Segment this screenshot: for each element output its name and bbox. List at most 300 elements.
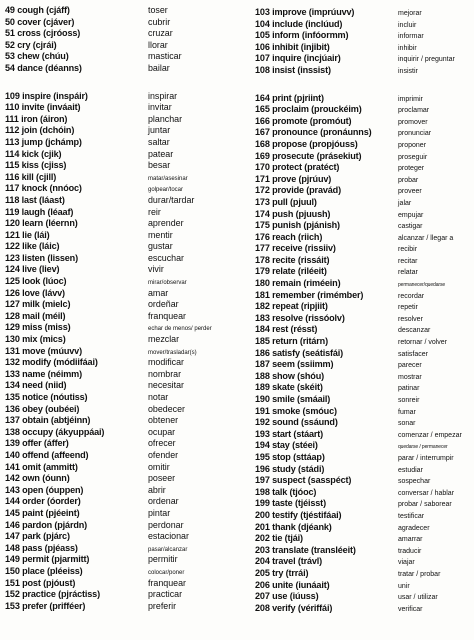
spanish-translation: quedarse / permanecer (398, 444, 448, 451)
spanish-translation: pintar (148, 507, 171, 518)
verb-row (255, 266, 473, 278)
english-verb: 194 stay (stéei) (255, 440, 318, 451)
spanish-translation: inspirar (148, 90, 178, 101)
verb-row (255, 104, 473, 116)
spanish-translation: informar (398, 33, 424, 41)
english-verb: 121 lie (lái) (5, 229, 50, 240)
spanish-translation: viajar (398, 559, 415, 567)
english-verb: 196 study (stádi) (255, 463, 325, 474)
spanish-translation: unir (398, 582, 410, 590)
english-verb: 181 remember (rimémber) (255, 289, 364, 300)
spanish-translation: promover (398, 118, 428, 126)
english-verb: 136 obey (oubéei) (5, 403, 80, 414)
spanish-translation: fumar (398, 408, 416, 416)
verb-row (255, 116, 473, 128)
spanish-translation: preferir (148, 600, 177, 611)
english-verb: 142 own (óunn) (5, 473, 70, 484)
verb-row (255, 498, 473, 510)
english-verb: 125 look (lúoc) (5, 276, 67, 287)
english-verb: 174 push (pjuush) (255, 208, 331, 219)
section-gap (255, 77, 473, 93)
spanish-translation: alcanzar / llegar a (398, 234, 454, 242)
verb-row (255, 591, 473, 603)
english-verb: 113 jump (jchámp) (5, 136, 82, 147)
spanish-translation: cubrir (148, 16, 171, 27)
verb-row (5, 276, 237, 288)
verb-row (5, 357, 237, 369)
spanish-translation: echar de menos/ perder (148, 326, 212, 333)
verb-row (255, 7, 473, 19)
english-verb: 54 dance (déanns) (5, 62, 82, 73)
spanish-translation: castigar (398, 223, 423, 231)
verb-row (255, 359, 473, 371)
english-verb: 116 kill (cjill) (5, 171, 57, 182)
english-verb: 104 include (inclúud) (255, 18, 343, 29)
verb-row (5, 404, 237, 416)
english-verb: 175 punish (pjánish) (255, 220, 340, 231)
verb-row (255, 394, 473, 406)
english-verb: 200 testify (tjéstifáai) (255, 509, 342, 520)
english-verb: 145 paint (pjéeint) (5, 507, 80, 518)
spanish-translation: empujar (398, 211, 424, 219)
spanish-translation: escuchar (148, 252, 185, 263)
spanish-translation: proseguir (398, 153, 428, 161)
spanish-translation: perdonar (148, 519, 184, 530)
verb-row (5, 496, 237, 508)
verb-row (255, 243, 473, 255)
english-verb: 107 inquire (incjúair) (255, 53, 341, 64)
english-verb: 112 join (dchóin) (5, 125, 75, 136)
english-verb: 202 tie (tjái) (255, 533, 303, 544)
spanish-translation: ocupar (148, 426, 176, 437)
verb-row (5, 207, 237, 219)
english-verb: 108 insist (inssist) (255, 64, 331, 75)
english-verb: 201 thank (djéank) (255, 521, 332, 532)
verb-row (5, 102, 237, 114)
english-verb: 191 smoke (smóuc) (255, 405, 337, 416)
english-verb: 164 print (pjriint) (255, 92, 324, 103)
spanish-translation: resolver (398, 315, 423, 323)
spanish-translation: agradecer (398, 524, 430, 532)
verb-row (5, 311, 237, 323)
english-verb: 49 cough (cjáff) (5, 5, 70, 15)
spanish-translation: verificar (398, 605, 423, 613)
verb-row (255, 19, 473, 31)
english-verb: 52 cry (cjrái) (5, 39, 57, 50)
english-verb: 126 love (lávv) (5, 287, 65, 298)
spanish-translation: traducir (398, 547, 422, 555)
verb-row (255, 522, 473, 534)
english-verb: 166 promote (promóut) (255, 115, 352, 126)
verb-row (5, 299, 237, 311)
spanish-translation: satisfacer (398, 350, 428, 358)
spanish-translation: gustar (148, 241, 173, 252)
english-verb: 195 stop (sttáap) (255, 451, 325, 462)
verb-row (5, 40, 237, 52)
verb-row (255, 42, 473, 54)
verb-column-left (5, 5, 237, 612)
spanish-translation: sonreir (398, 397, 420, 404)
spanish-translation: recitar (398, 257, 418, 265)
verb-row (255, 151, 473, 163)
spanish-translation: franquear (148, 577, 186, 588)
spanish-translation: invitar (148, 102, 172, 113)
spanish-translation: inhibir (398, 44, 417, 52)
verb-row (5, 91, 237, 103)
english-verb: 169 prosecute (prásekiut) (255, 150, 362, 161)
spanish-translation: necesitar (148, 380, 185, 391)
verb-row (255, 580, 473, 592)
verb-row (5, 415, 237, 427)
spanish-translation: recordar (398, 292, 425, 300)
english-verb: 130 mix (mics) (5, 334, 66, 345)
english-verb: 111 iron (áiron) (5, 113, 68, 124)
verb-row (255, 53, 473, 65)
english-verb: 115 kiss (cjiss) (5, 160, 67, 171)
verb-row (5, 230, 237, 242)
verb-row (5, 438, 237, 450)
verb-row (255, 336, 473, 348)
verb-row (255, 568, 473, 580)
verb-row (5, 264, 237, 276)
section-gap (5, 75, 237, 91)
verb-row (255, 406, 473, 418)
spanish-translation: patear (148, 148, 174, 159)
verb-row (5, 288, 237, 300)
english-verb: 139 offer (áffer) (5, 438, 69, 449)
verb-row (5, 531, 237, 543)
english-verb: 167 pronounce (pronáunns) (255, 127, 372, 138)
spanish-translation: proveer (398, 188, 422, 196)
spanish-translation: estudiar (398, 466, 423, 474)
spanish-translation: aprender (148, 218, 184, 229)
verb-column-right (255, 7, 473, 614)
verb-row (255, 487, 473, 499)
english-verb: 153 prefer (prifféer) (5, 600, 86, 611)
english-verb: 149 permit (pjarmitt) (5, 554, 90, 565)
verb-row (5, 566, 237, 578)
verb-row (5, 520, 237, 532)
english-verb: 208 verify (vériffái) (255, 602, 333, 613)
verb-row (5, 369, 237, 381)
verb-row (255, 174, 473, 186)
verb-row (255, 429, 473, 441)
spanish-translation: juntar (148, 125, 171, 136)
verb-row (5, 183, 237, 195)
verb-row (5, 508, 237, 520)
english-verb: 184 rest (résst) (255, 324, 318, 335)
spanish-translation: omitir (148, 461, 170, 472)
spanish-translation: insistir (398, 67, 418, 75)
english-verb: 190 smile (smáail) (255, 394, 331, 404)
spanish-translation: besar (148, 160, 171, 171)
english-verb: 133 name (néimm) (5, 368, 82, 379)
spanish-translation: jalar (398, 199, 412, 207)
english-verb: 144 order (óorder) (5, 496, 81, 507)
spanish-translation: mostrar (398, 373, 422, 381)
spanish-translation: recibir (398, 246, 418, 254)
spanish-translation: poseer (148, 473, 176, 484)
english-verb: 178 recite (rissáit) (255, 254, 330, 265)
english-verb: 150 place (pléeiss) (5, 565, 83, 576)
english-verb: 205 try (trrái) (255, 567, 309, 578)
spanish-translation: parecer (398, 362, 422, 370)
verb-row (255, 545, 473, 557)
english-verb: 128 mail (méil) (5, 310, 66, 321)
spanish-translation: llorar (148, 39, 168, 50)
verb-row (255, 162, 473, 174)
verb-row (5, 172, 237, 184)
english-verb: 180 remain (riméein) (255, 278, 341, 289)
spanish-translation: mezclar (148, 334, 180, 345)
english-verb: 132 modify (módiifáai) (5, 357, 98, 368)
verb-row (255, 324, 473, 336)
english-verb: 117 knock (nnóoc) (5, 183, 82, 194)
verb-row (5, 578, 237, 590)
spanish-translation: ofender (148, 449, 179, 460)
spanish-translation: bailar (148, 62, 170, 73)
spanish-translation: ordeñar (148, 299, 179, 310)
spanish-translation: cruzar (148, 28, 173, 39)
spanish-translation: toser (148, 5, 168, 15)
english-verb: 171 prove (pjrúuv) (255, 173, 332, 184)
verb-row (255, 510, 473, 522)
english-verb: 141 omit (ammitt) (5, 461, 78, 472)
verb-row (255, 313, 473, 325)
english-verb: 188 show (shóu) (255, 370, 324, 381)
verb-row (5, 427, 237, 439)
spanish-translation: franquear (148, 310, 186, 321)
verb-row (255, 301, 473, 313)
spanish-translation: modificar (148, 357, 185, 368)
verb-row (5, 554, 237, 566)
spanish-translation: probar / saborear (398, 501, 452, 509)
spanish-translation: mirar/observar (148, 280, 187, 287)
english-verb: 105 inform (infóormm) (255, 30, 349, 41)
spanish-translation: reir (148, 206, 161, 217)
english-verb: 106 inhibit (injibit) (255, 41, 330, 52)
verb-row (255, 278, 473, 290)
spanish-translation: sonar (398, 420, 416, 428)
verb-row (5, 462, 237, 474)
english-verb: 138 occupy (ákyuppáai) (5, 426, 105, 437)
spanish-translation: permanecer/quedarse (398, 282, 446, 289)
spanish-translation: incluir (398, 21, 417, 29)
english-verb: 124 live (liev) (5, 264, 60, 275)
verb-row (5, 28, 237, 40)
english-verb: 148 pass (pjéass) (5, 542, 78, 553)
verb-row (5, 253, 237, 265)
verb-row (5, 5, 237, 17)
spanish-translation: matar/asesinar (148, 175, 188, 182)
english-verb: 129 miss (miss) (5, 322, 71, 333)
verb-row (5, 392, 237, 404)
verb-row (255, 475, 473, 487)
verb-row (5, 485, 237, 497)
english-verb: 183 resolve (rissóolv) (255, 312, 345, 323)
spanish-translation: estacionar (148, 531, 189, 542)
verb-row (5, 51, 237, 63)
english-verb: 199 taste (tjéisst) (255, 498, 326, 509)
verb-row (5, 450, 237, 462)
english-verb: 168 propose (propjóuss) (255, 138, 358, 149)
verb-row (255, 371, 473, 383)
english-verb: 187 seem (ssiimm) (255, 359, 334, 370)
english-verb: 197 suspect (sasspéct) (255, 475, 352, 486)
spanish-translation: testificar (398, 512, 425, 520)
english-verb: 182 repeat (ripjiit) (255, 301, 328, 312)
verb-row (255, 185, 473, 197)
english-verb: 192 sound (ssáund) (255, 417, 338, 428)
verb-row (255, 30, 473, 42)
verb-row (255, 197, 473, 209)
verb-row (5, 17, 237, 29)
english-verb: 109 inspire (inspáir) (5, 90, 88, 101)
verb-row (5, 160, 237, 172)
spanish-translation: proponer (398, 141, 427, 149)
verb-row (255, 603, 473, 615)
verb-row (5, 334, 237, 346)
verb-row (5, 137, 237, 149)
english-verb: 185 return (ritárn) (255, 336, 328, 347)
verb-row (5, 125, 237, 137)
spanish-translation: sospechar (398, 478, 431, 486)
spanish-translation: planchar (148, 113, 183, 124)
spanish-translation: pronunciar (398, 130, 432, 138)
spanish-translation: descanzar (398, 327, 431, 335)
verb-row (255, 382, 473, 394)
verb-row (5, 543, 237, 555)
verb-row (255, 556, 473, 568)
spanish-translation: colocar/poner (148, 569, 185, 576)
verb-row (255, 65, 473, 77)
english-verb: 147 park (pjárc) (5, 531, 70, 542)
spanish-translation: amarrar (398, 536, 423, 544)
verb-row (255, 440, 473, 452)
verb-row (255, 464, 473, 476)
english-verb: 186 satisfy (seátisfái) (255, 347, 344, 358)
spanish-translation: parar / interrumpir (398, 454, 454, 462)
english-verb: 152 practice (pjráctiss) (5, 589, 100, 600)
verb-row (255, 139, 473, 151)
verb-row (5, 218, 237, 230)
spanish-translation: patinar (398, 385, 420, 393)
english-verb: 204 travel (trávl) (255, 556, 323, 567)
verb-row (255, 127, 473, 139)
english-verb: 51 cross (cjróoss) (5, 28, 81, 39)
spanish-translation: mejorar (398, 10, 422, 17)
english-verb: 172 provide (pravád) (255, 185, 341, 196)
verb-row (255, 255, 473, 267)
spanish-translation: conversar / hablar (398, 489, 455, 497)
verb-row (5, 241, 237, 253)
verb-row (255, 209, 473, 221)
english-verb: 170 protect (pratéct) (255, 162, 340, 173)
english-verb: 203 translate (transléeit) (255, 544, 356, 555)
spanish-translation: nombrar (148, 368, 182, 379)
verb-row (255, 452, 473, 464)
verb-row (255, 220, 473, 232)
english-verb: 151 post (pjóust) (5, 577, 76, 588)
english-verb: 177 receive (rissiiv) (255, 243, 336, 254)
spanish-translation: mover/trasladar(s) (148, 349, 197, 356)
verb-row (5, 322, 237, 334)
spanish-translation: tratar / probar (398, 570, 441, 578)
spanish-translation: ordenar (148, 496, 179, 507)
verb-row (5, 195, 237, 207)
english-verb: 127 milk (mielc) (5, 299, 71, 310)
spanish-translation: proclamar (398, 107, 430, 115)
english-verb: 50 cover (cjáver) (5, 16, 75, 27)
english-verb: 134 need (niid) (5, 380, 67, 391)
verb-row (5, 346, 237, 358)
english-verb: 103 improve (imprúuvv) (255, 7, 355, 17)
verb-row (255, 93, 473, 105)
spanish-translation: saltar (148, 136, 170, 147)
english-verb: 137 obtain (abtjéinn) (5, 415, 91, 426)
english-verb: 135 notice (nóutiss) (5, 392, 88, 402)
english-verb: 120 learn (léernn) (5, 218, 78, 229)
spanish-translation: retornar / volver (398, 339, 448, 347)
english-verb: 207 use (iúuss) (255, 591, 319, 602)
english-verb: 206 unite (iunáait) (255, 579, 330, 590)
verb-row (5, 589, 237, 601)
english-verb: 123 listen (lissen) (5, 252, 78, 263)
english-verb: 118 last (láast) (5, 194, 65, 205)
verb-row (255, 348, 473, 360)
spanish-translation: probar (398, 176, 419, 184)
english-verb: 165 proclaim (prouckéim) (255, 104, 362, 115)
spanish-translation: relatar (398, 269, 418, 277)
spanish-translation: masticar (148, 51, 182, 62)
verb-row (255, 290, 473, 302)
english-verb: 140 offend (affeend) (5, 449, 89, 460)
verb-row (255, 232, 473, 244)
english-verb: 176 reach (riich) (255, 231, 323, 242)
english-verb: 146 pardon (pjárdn) (5, 519, 88, 530)
verb-row (5, 601, 237, 613)
verb-row (5, 380, 237, 392)
spanish-translation: usar / utilizar (398, 594, 438, 602)
verb-row (5, 63, 237, 75)
english-verb: 198 talk (tjóoc) (255, 486, 317, 497)
english-verb: 122 like (láic) (5, 241, 60, 252)
spanish-translation: obedecer (148, 403, 186, 414)
spanish-translation: imprimir (398, 95, 423, 103)
spanish-translation: permitir (148, 554, 178, 565)
spanish-translation: golpear/tocar (148, 187, 184, 194)
english-verb: 173 pull (pjuul) (255, 196, 317, 207)
english-verb: 53 chew (chúu) (5, 51, 69, 62)
verb-row (255, 533, 473, 545)
spanish-translation: durar/tardar (148, 194, 195, 205)
english-verb: 179 relate (riléeit) (255, 266, 327, 277)
spanish-translation: vivir (148, 264, 164, 275)
spanish-translation: proteger (398, 165, 425, 173)
spanish-translation: mentir (148, 229, 173, 240)
spanish-translation: obtener (148, 415, 179, 426)
verb-row (5, 149, 237, 161)
verb-row (255, 417, 473, 429)
verb-row (5, 114, 237, 126)
spanish-translation: amar (148, 287, 169, 298)
spanish-translation: practicar (148, 589, 183, 600)
english-verb: 143 open (óuppen) (5, 484, 84, 495)
english-verb: 110 invite (inváait) (5, 102, 81, 113)
spanish-translation: repetir (398, 304, 418, 312)
spanish-translation: comenzar / empezar (398, 431, 462, 439)
english-verb: 189 skate (skéit) (255, 382, 323, 393)
